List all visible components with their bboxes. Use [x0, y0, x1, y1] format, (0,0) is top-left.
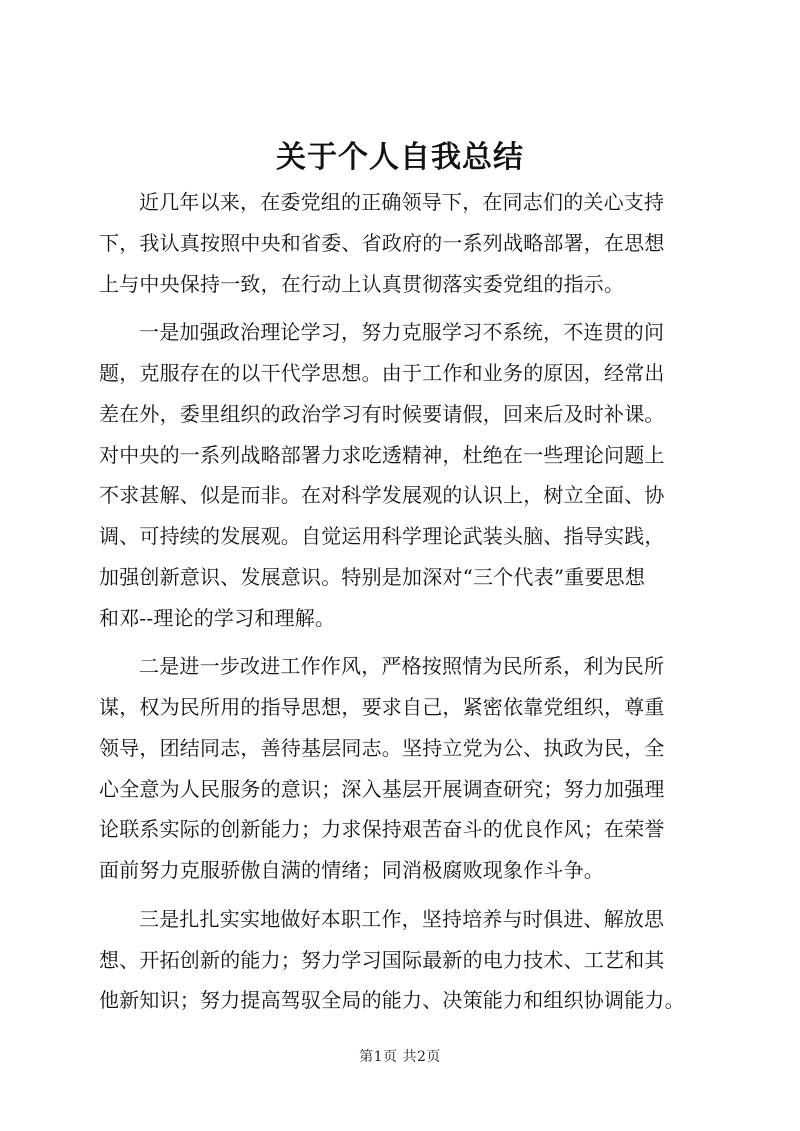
- text-line: 面前努力克服骄傲自满的情绪；同消极腐败现象作斗争。: [99, 858, 604, 882]
- document-title: 关于个人自我总结: [276, 140, 524, 175]
- text-line: 近几年以来，在委党组的正确领导下，在同志们的关心支持: [139, 190, 665, 214]
- text-line: 想、开拓创新的能力；努力学习国际最新的电力技术、工艺和其: [99, 947, 665, 972]
- text-line: 差在外，委里组织的政治学习有时候要请假，回来后及时补课。: [99, 401, 665, 426]
- text-line: 下，我认真按照中央和省委、省政府的一系列战略部署，在思想: [99, 230, 665, 255]
- text-line: 心全意为人民服务的意识；深入基层开展调查研究；努力加强理: [99, 776, 665, 801]
- text-line: 和邓--理论的学习和理解。: [99, 605, 336, 630]
- text-line: 一是加强政治理论学习，努力克服学习不系统，不连贯的问: [139, 320, 665, 345]
- document-body: [99, 182, 704, 1021]
- text-line: 加强创新意识、发展意识。特别是加深对“三个代表”重要思想: [99, 564, 646, 589]
- text-line: 谋，权为民所用的指导思想，要求自己，紧密依靠党组织，尊重: [99, 695, 665, 719]
- text-line: 题，克服存在的以干代学思想。由于工作和业务的原因，经常出: [99, 361, 665, 385]
- paragraph-4: [99, 899, 704, 1021]
- text-line: 不求甚解、似是而非。在对科学发展观的认识上，树立全面、协: [99, 483, 665, 508]
- paragraph-spacer: [99, 891, 704, 899]
- text-line: 对中央的一系列战略部署力求吃透精神，杜绝在一些理论问题上: [99, 442, 665, 467]
- text-line: 论联系实际的创新能力；力求保持艰苦奋斗的优良作风；在荣誉: [99, 817, 665, 842]
- text-line: 他新知识；努力提高驾驭全局的能力、决策能力和组织协调能力。: [99, 988, 685, 1013]
- text-line: 领导，团结同志，善待基层同志。坚持立党为公、执政为民，全: [99, 735, 665, 760]
- text-line: 二是进一步改进工作作风，严格按照情为民所系，利为民所: [139, 654, 665, 679]
- paragraph-2: [99, 312, 704, 638]
- paragraph-3: [99, 646, 704, 891]
- text-line: 上与中央保持一致，在行动上认真贯彻落实委党组的指示。: [99, 271, 625, 296]
- text-line: 调、可持续的发展观。自觉运用科学理论武装头脑、指导实践，: [99, 524, 665, 548]
- page-number-footer: 第1页 共2页: [359, 1049, 441, 1065]
- text-line: 三是扎扎实实地做好本职工作，坚持培养与时俱进、解放思: [139, 906, 665, 931]
- paragraph-1: [99, 182, 704, 304]
- paragraph-spacer: [99, 638, 704, 646]
- paragraph-spacer: [99, 304, 704, 312]
